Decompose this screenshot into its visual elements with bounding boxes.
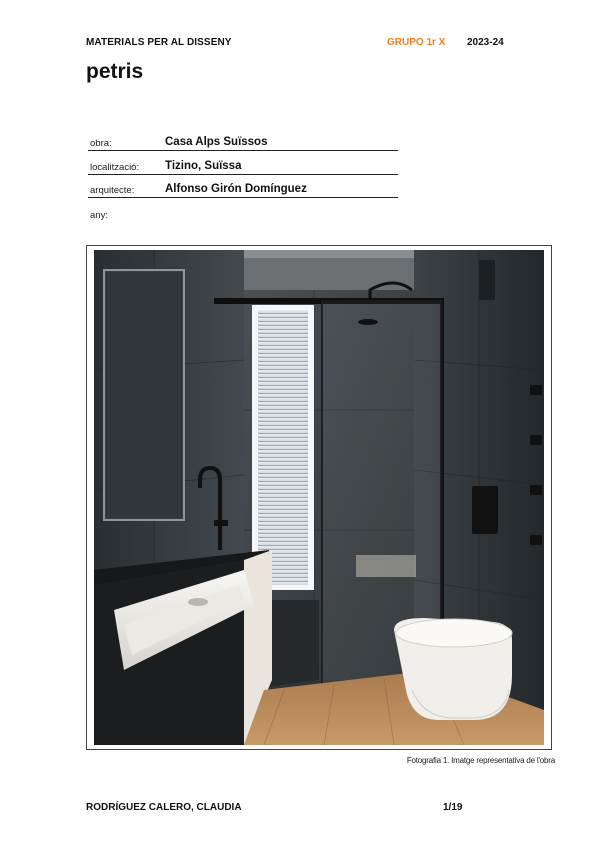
field-value: Casa Alps Suïssos [165, 136, 268, 148]
photo-caption: Fotografia 1. Imatge representativa de l'obra [406, 756, 555, 765]
field-label: arquitecte: [90, 185, 135, 196]
field-label: localització: [90, 162, 140, 173]
field-value: Tizino, Suïssa [165, 160, 242, 172]
field-localitzacio [88, 158, 398, 175]
field-label: obra: [90, 138, 112, 149]
page-number: 1/19 [443, 802, 463, 813]
academic-year: 2023-24 [467, 37, 504, 48]
field-value: Alfonso Girón Domínguez [165, 183, 307, 195]
field-obra [88, 134, 398, 151]
course-title: MATERIALS PER AL DISSENY [86, 37, 232, 48]
bathroom-photo [94, 250, 544, 745]
author-name: RODRÍGUEZ CALERO, CLAUDIA [86, 802, 242, 813]
photo-frame [86, 245, 552, 750]
group-label: GRUPO 1r X [387, 37, 446, 48]
page-title: petris [86, 60, 144, 83]
field-any [88, 206, 398, 222]
field-arquitecte [88, 181, 398, 198]
field-label: any: [90, 210, 108, 221]
